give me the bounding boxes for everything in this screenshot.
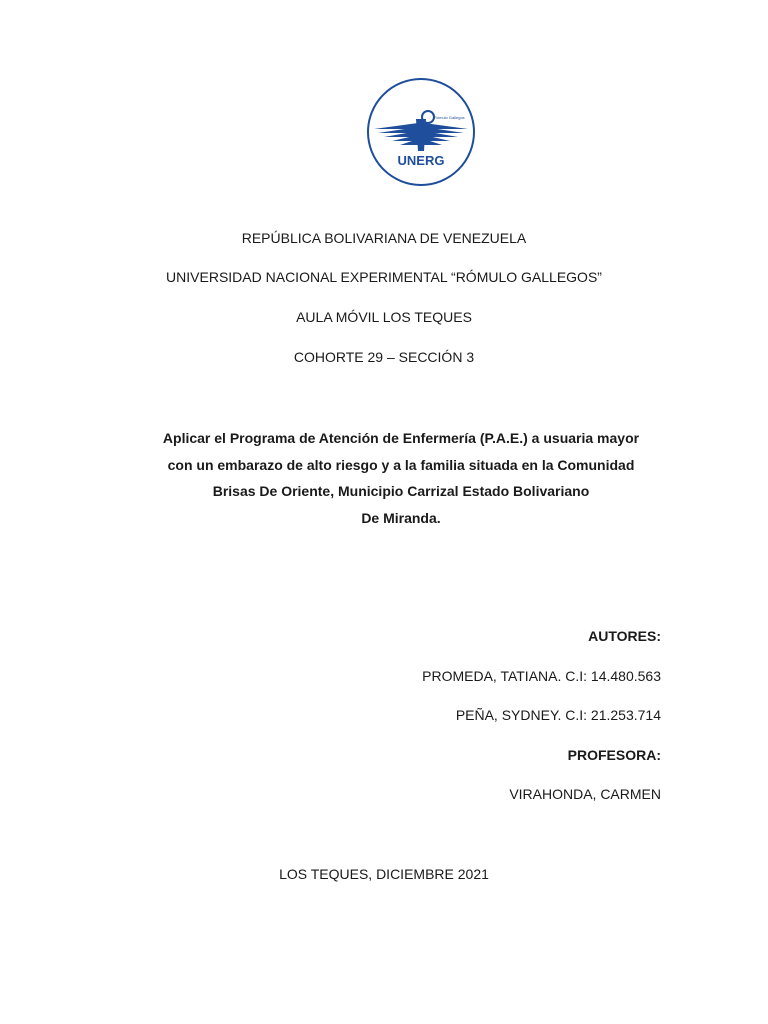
professor-heading: PROFESORA:: [567, 747, 661, 763]
author-2: PEÑA, SYDNEY. C.I: 21.253.714: [455, 707, 661, 723]
country-line: REPÚBLICA BOLIVARIANA DE VENEZUELA: [241, 230, 527, 246]
professor-name: VIRAHONDA, CARMEN: [509, 786, 661, 802]
authors-heading: AUTORES:: [588, 628, 661, 644]
university-line: UNIVERSIDAD NACIONAL EXPERIMENTAL “RÓMULO GALLEGOS”: [166, 269, 602, 285]
author-1: PROMEDA, TATIANA. C.I: 14.480.563: [422, 668, 661, 684]
title-line-4: De Miranda.: [361, 509, 441, 526]
campus-line: AULA MÓVIL LOS TEQUES: [296, 309, 472, 325]
title-line-1: Aplicar el Programa de Atención de Enfermería (P.A.E.) a usuaria mayor: [162, 430, 640, 446]
logo-tagline: Rómulo Gallegos: [434, 115, 465, 120]
logo-text: UNERG: [397, 153, 445, 168]
university-logo: [366, 77, 476, 187]
document-title: [100, 425, 702, 531]
cohort-line: COHORTE 29 – SECCIÓN 3: [293, 349, 475, 365]
unerg-seal: [366, 77, 476, 187]
title-line-2: con un embarazo de alto riesgo y a la familia situada en la Comunidad: [167, 456, 635, 473]
title-line-3: Brisas De Oriente, Municipio Carrizal Estado Bolivariano: [212, 483, 590, 499]
place-date: LOS TEQUES, DICIEMBRE 2021: [279, 866, 489, 882]
